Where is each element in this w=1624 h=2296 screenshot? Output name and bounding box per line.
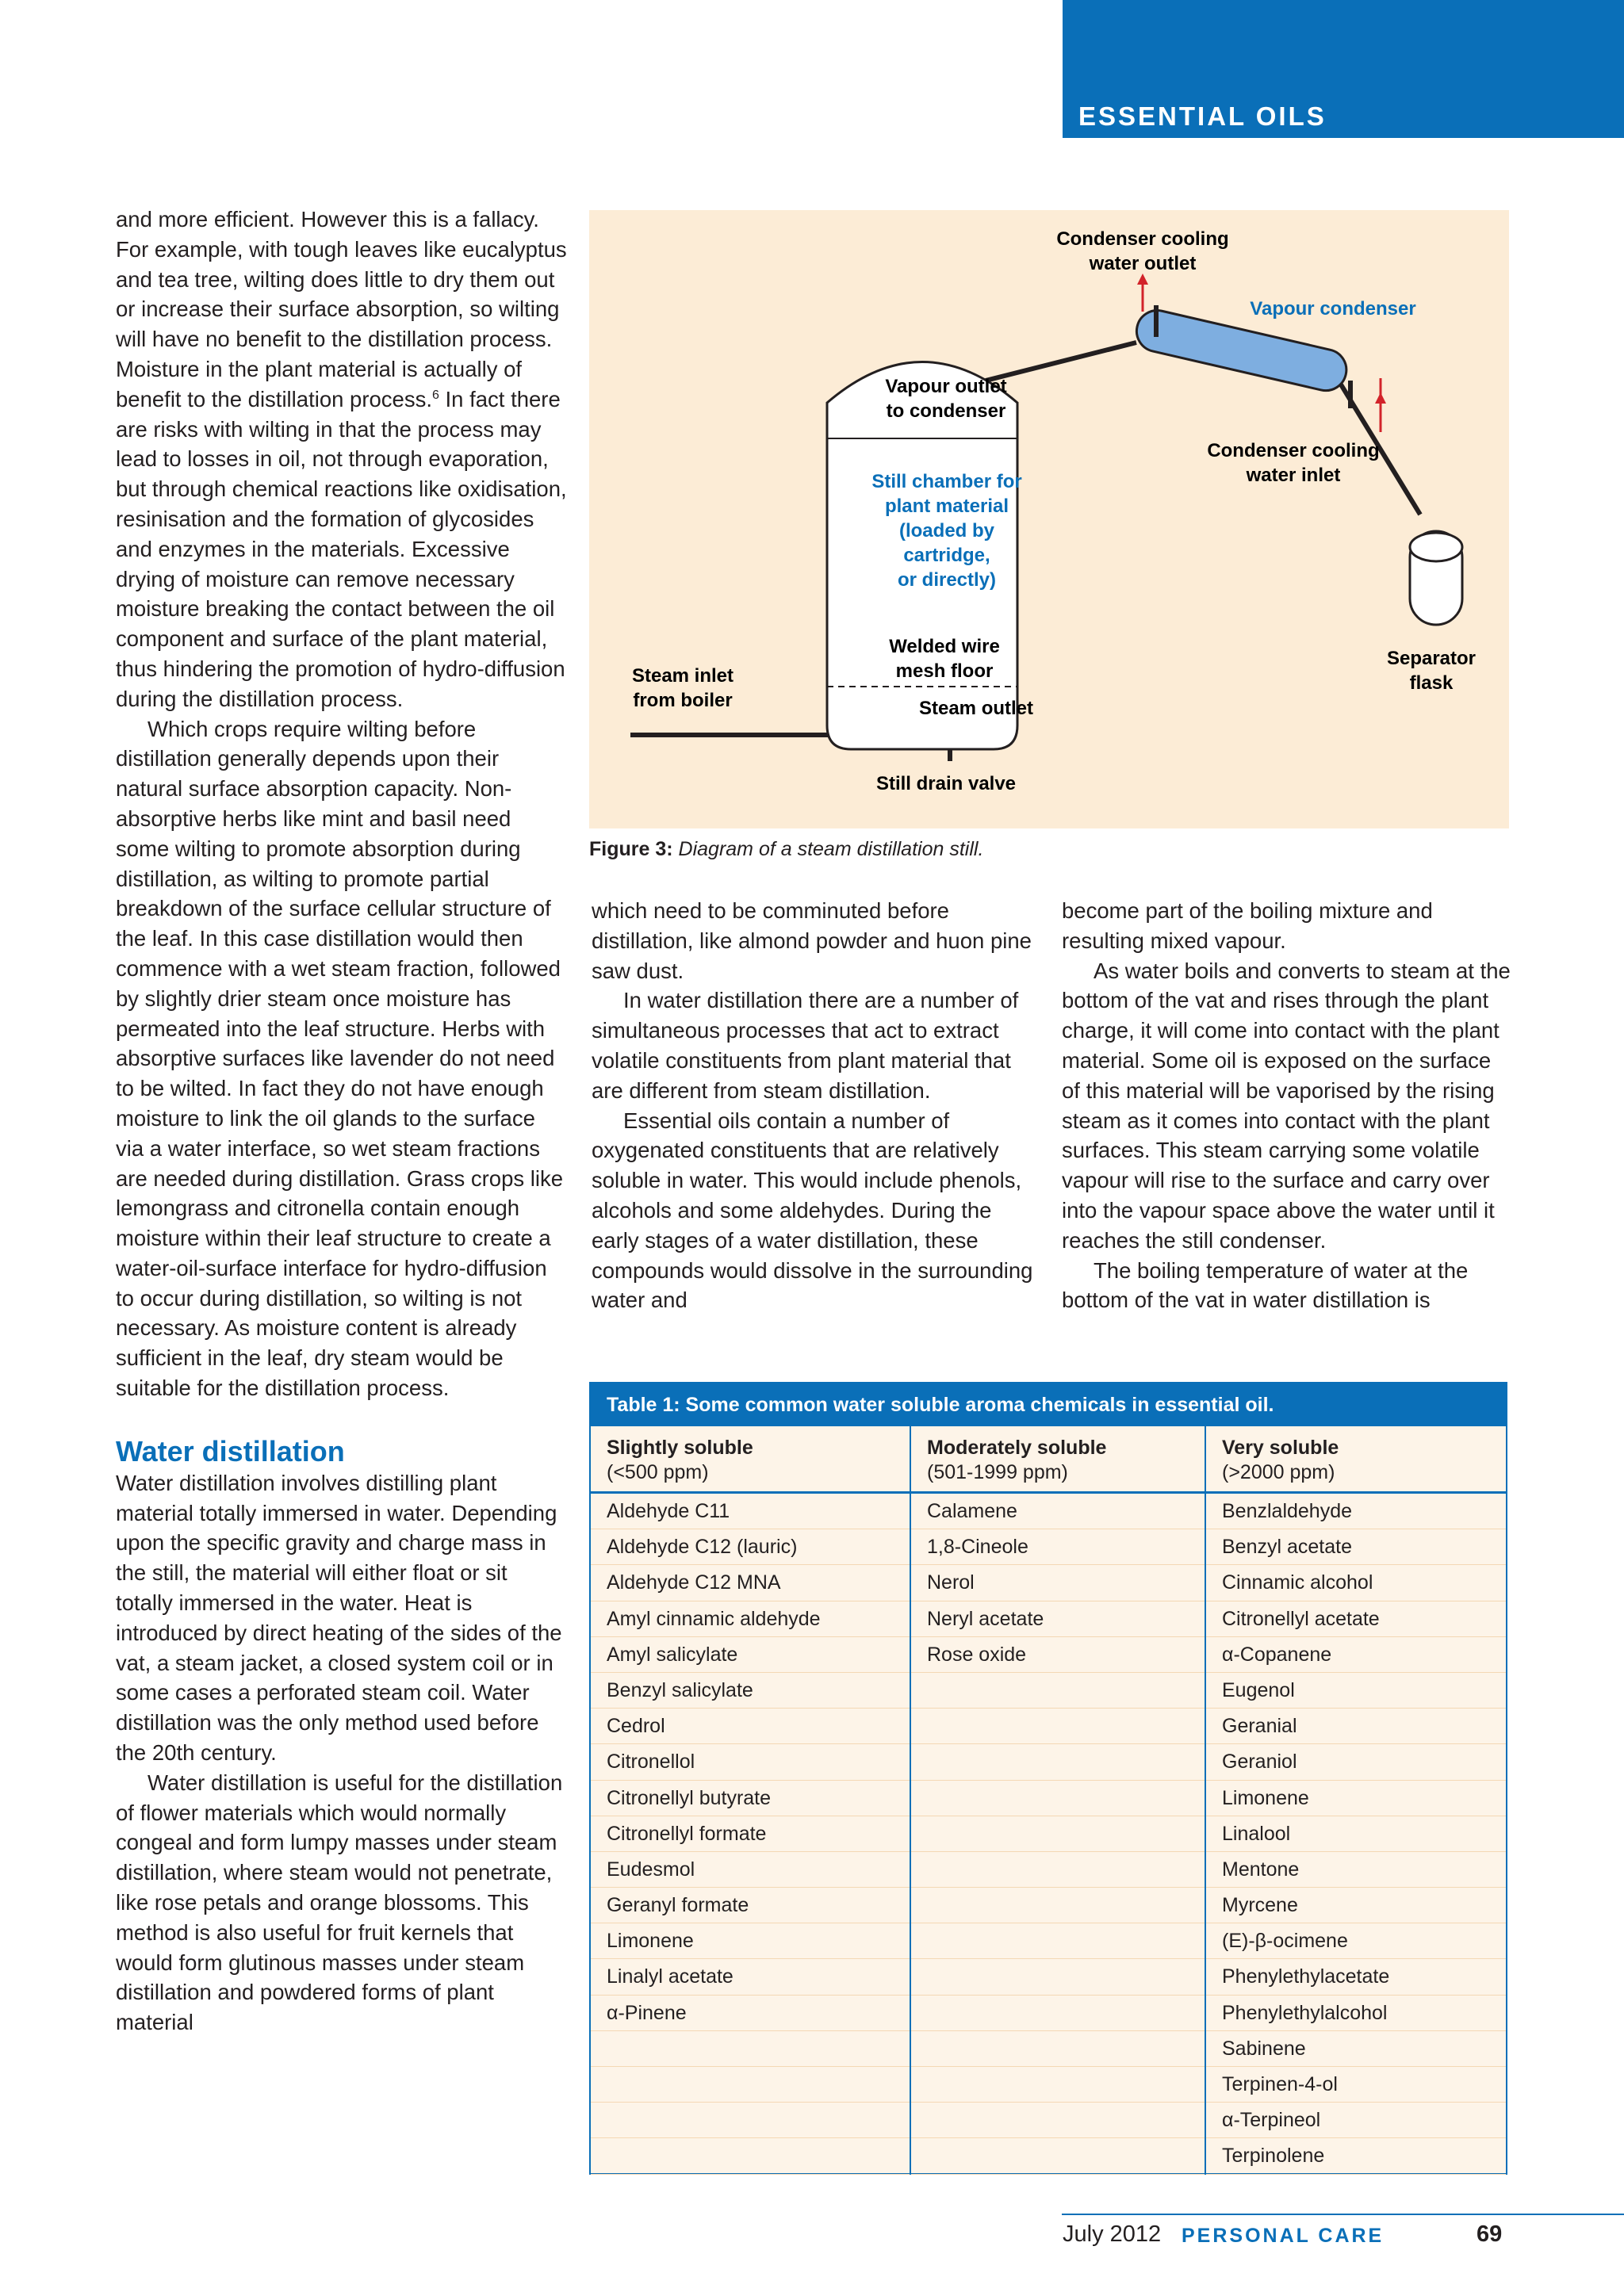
table-cell: Benzyl salicylate	[591, 1673, 910, 1709]
header-very-soluble	[1206, 1426, 1506, 1491]
table-cell	[911, 1744, 1205, 1780]
table-cell: Sabinene	[1206, 2031, 1506, 2067]
column-3	[1062, 896, 1514, 1315]
footer-date: July 2012	[1063, 2221, 1162, 2247]
column-2	[592, 896, 1036, 1315]
table-cell: Cedrol	[591, 1709, 910, 1744]
col1-paragraph-1	[116, 205, 568, 714]
label-vapour-outlet-1: Vapour outlet	[885, 376, 1007, 397]
up-arrow-icon	[1375, 392, 1386, 404]
table-cell: Cinnamic alcohol	[1206, 1565, 1506, 1601]
footer-magazine-name: PERSONAL CARE	[1182, 2225, 1385, 2247]
table-cell: Amyl cinnamic aldehyde	[591, 1601, 910, 1637]
header-slightly-soluble	[591, 1426, 911, 1491]
table-cell: Calamene	[911, 1494, 1205, 1529]
figure-caption-text: Diagram of a steam distillation still.	[672, 838, 984, 860]
label-steam-outlet: Steam outlet	[918, 698, 1034, 719]
figure-caption-label: Figure 3:	[589, 838, 673, 860]
table-cell: Rose oxide	[911, 1637, 1205, 1673]
column-slightly-soluble	[591, 1494, 911, 2174]
table-cell: Citronellyl formate	[591, 1816, 910, 1852]
vapour-pipe	[986, 342, 1136, 381]
table-cell: Amyl salicylate	[591, 1637, 910, 1673]
table-cell: Linalool	[1206, 1816, 1506, 1852]
table-cell: Mentone	[1206, 1852, 1506, 1888]
label-chamber-1: Still chamber for	[871, 471, 1022, 492]
table-cell	[911, 1781, 1205, 1816]
table-cell: Geranial	[1206, 1709, 1506, 1744]
figure-steam-distillation-still	[589, 210, 1509, 828]
table-cell	[911, 1923, 1205, 1959]
table-cell: Citronellyl acetate	[1206, 1601, 1506, 1637]
table-cell: Citronellyl butyrate	[591, 1781, 910, 1816]
col1-paragraph-4: Water distillation is useful for the distillation of flower materials which would normally congeal and form lumpy masses under steam distillation, where steam would not penetrate, like rose petals and orange blossoms. This method is also useful for fruit kernels that would form glutinous masses under steam distillation and powdered forms of plant material	[116, 1770, 563, 2035]
table-cell: Benzyl acetate	[1206, 1529, 1506, 1565]
table-cell: Eugenol	[1206, 1673, 1506, 1709]
table-water-soluble-chemicals	[589, 1382, 1507, 2175]
table-cell	[911, 1709, 1205, 1744]
header-range: (501-1999 ppm)	[927, 1461, 1068, 1483]
column-very-soluble	[1206, 1494, 1506, 2174]
table-cell: Neryl acetate	[911, 1601, 1205, 1637]
figure-caption	[589, 838, 983, 861]
label-condenser-inlet-1: Condenser cooling	[1207, 440, 1380, 461]
column-1	[116, 205, 568, 2038]
header-name: Moderately soluble	[927, 1437, 1107, 1459]
table-cell: Linalyl acetate	[591, 1959, 910, 1995]
table-cell	[911, 1816, 1205, 1852]
col1-p1-text: and more efficient. However this is a fallacy. For example, with tough leaves like eucalyptus and tea tree, wilting does little to dry them out or increase their surface absorption, so wilting will have no benefit to the distillation process. Moisture in the plant material is actually of benefit to the distillation process.	[116, 207, 567, 411]
label-chamber-5: or directly)	[897, 569, 997, 591]
page-number: 69	[1477, 2221, 1503, 2247]
label-condenser-inlet-2: water inlet	[1246, 465, 1341, 486]
vapour-condenser	[1132, 306, 1350, 394]
still-diagram	[589, 210, 1509, 828]
reference-6: 6	[431, 388, 439, 402]
table-cell: 1,8-Cineole	[911, 1529, 1205, 1565]
table-cell: Limonene	[1206, 1781, 1506, 1816]
label-steam-inlet-1: Steam inlet	[631, 665, 734, 687]
table-cell: Aldehyde C12 (lauric)	[591, 1529, 910, 1565]
table-cell: α-Copanene	[1206, 1637, 1506, 1673]
label-condenser-outlet-2: water outlet	[1089, 253, 1197, 274]
up-arrow-icon	[1137, 274, 1148, 285]
col1-p1b-text: In fact there are risks with wilting in that the process may lead to losses in oil, not through evaporation, but through chemical reactions like oxidisation, resinisation and the formation of glycosides and enzymes in the materials. Excessive drying of moisture can remove necessary moisture breaking the contact between the oil component and surface of the plant material, thus hindering the promotion of hydro-diffusion during the distillation process.	[116, 386, 567, 711]
col3-paragraph-2: As water boils and converts to steam at the bottom of the vat and rises through the plant charge, it will come into contact with the plant material. Some oil is exposed on the surface of this material will be vaporised by the rising steam as it comes into contact with the plant surfaces. This steam carrying some volatile vapour will rise to the surface and carry over into the vapour space above the water until it reaches the still condenser.	[1062, 958, 1511, 1253]
table-cell: Geraniol	[1206, 1744, 1506, 1780]
table-cell: Myrcene	[1206, 1888, 1506, 1923]
table-title: Table 1: Some common water soluble aroma chemicals in essential oil.	[591, 1383, 1506, 1426]
col3-paragraph-1: become part of the boiling mixture and resulting mixed vapour.	[1062, 898, 1433, 953]
label-vapour-outlet-2: to condenser	[886, 400, 1006, 422]
label-condenser-outlet-1: Condenser cooling	[1056, 228, 1229, 250]
label-chamber-4: cartridge,	[903, 545, 990, 566]
table-cell	[911, 2103, 1205, 2138]
table-cell	[591, 2138, 910, 2174]
table-cell: Geranyl formate	[591, 1888, 910, 1923]
table-cell: (E)-β-ocimene	[1206, 1923, 1506, 1959]
header-moderately-soluble	[911, 1426, 1206, 1491]
col3-paragraph-3: The boiling temperature of water at the bottom of the vat in water distillation is	[1062, 1257, 1469, 1313]
table-cell	[911, 2031, 1205, 2067]
col1-paragraph-2: Which crops require wilting before distillation generally depends upon their natural surface absorption capacity. Non-absorptive herbs like mint and basil need some wilting to promote absorption during distillation, as wilting to promote partial breakdown of the surface cellular structure of the leaf. In this case distillation would then commence with a wet steam fraction, followed by slightly drier steam once moisture has permeated into the leaf structure. Herbs with absorptive surfaces like lavender do not need to be wilted. In fact they do not have enough moisture to link the oil glands to the surface via a water interface, so wet steam fractions are needed during distillation. Grass crops like lemongrass and citronella contain enough moisture within their leaf structure to create a water-oil-surface interface for hydro-diffusion to occur during distillation, so wilting is not necessary. As moisture content is already sufficient in the leaf, dry steam would be suitable for the distillation process.	[116, 716, 564, 1401]
label-separator-2: flask	[1409, 672, 1454, 694]
table-cell	[911, 2067, 1205, 2103]
table-cell	[591, 2103, 910, 2138]
table-cell	[911, 1959, 1205, 1995]
label-vapour-condenser: Vapour condenser	[1250, 298, 1416, 320]
section-heading-water-distillation: Water distillation	[116, 1434, 345, 1468]
table-cell	[911, 1888, 1205, 1923]
header-range: (<500 ppm)	[607, 1461, 709, 1483]
col2-paragraph-3: Essential oils contain a number of oxygenated constituents that are relatively soluble in water. This would include phenols, alcohols and some aldehydes. During the early stages of a water distillation, these compounds would dissolve in the surrounding water and	[592, 1108, 1033, 1313]
table-cell: Nerol	[911, 1565, 1205, 1601]
footer-rule	[1062, 2214, 1624, 2215]
table-cell: Limonene	[591, 1923, 910, 1959]
table-cell: Phenylethylalcohol	[1206, 1996, 1506, 2031]
header-name: Slightly soluble	[607, 1437, 753, 1459]
table-cell: Aldehyde C12 MNA	[591, 1565, 910, 1601]
label-steam-inlet-2: from boiler	[633, 690, 733, 711]
section-title: ESSENTIAL OILS	[1078, 101, 1327, 131]
header-name: Very soluble	[1222, 1437, 1339, 1459]
label-chamber-2: plant material	[884, 496, 1009, 517]
table-cell	[911, 1673, 1205, 1709]
table-cell: Terpinen-4-ol	[1206, 2067, 1506, 2103]
label-mesh-1: Welded wire	[889, 636, 1000, 657]
column-moderately-soluble	[911, 1494, 1206, 2174]
table-cell	[911, 1996, 1205, 2031]
separator-flask-top	[1410, 533, 1462, 561]
table-cell: Benzlaldehyde	[1206, 1494, 1506, 1529]
label-separator-1: Separator	[1386, 648, 1477, 669]
col2-paragraph-2: In water distillation there are a number of simultaneous processes that act to extract volatile constituents from plant material that are different from steam distillation.	[592, 988, 1019, 1103]
table-cell: Terpinolene	[1206, 2138, 1506, 2174]
table-cell	[591, 2067, 910, 2103]
header-range: (>2000 ppm)	[1222, 1461, 1335, 1483]
label-chamber-3: (loaded by	[898, 520, 995, 541]
table-cell	[911, 1852, 1205, 1888]
table-cell: Eudesmol	[591, 1852, 910, 1888]
table-cell	[591, 2031, 910, 2067]
label-mesh-2: mesh floor	[895, 660, 994, 682]
table-cell	[911, 2138, 1205, 2174]
table-cell: α-Pinene	[591, 1996, 910, 2031]
table-header-row	[591, 1426, 1506, 1494]
label-drain-valve: Still drain valve	[875, 773, 1017, 794]
col1-paragraph-3: Water distillation involves distilling plant material totally immersed in water. Depending upon the specific gravity and charge mass in the still, the material will either float or sit totally immersed in the water. Heat is introduced by direct heating of the sides of the vat, a steam jacket, a closed system coil or in some cases a perforated steam coil. Water distillation was the only method used before the 20th century.	[116, 1470, 562, 1766]
table-cell: Citronellol	[591, 1744, 910, 1780]
table-cell: Phenylethylacetate	[1206, 1959, 1506, 1995]
table-cell: Aldehyde C11	[591, 1494, 910, 1529]
table-cell: α-Terpineol	[1206, 2103, 1506, 2138]
table-body	[591, 1494, 1506, 2174]
col2-paragraph-1: which need to be comminuted before distillation, like almond powder and huon pine saw dust.	[592, 898, 1032, 983]
